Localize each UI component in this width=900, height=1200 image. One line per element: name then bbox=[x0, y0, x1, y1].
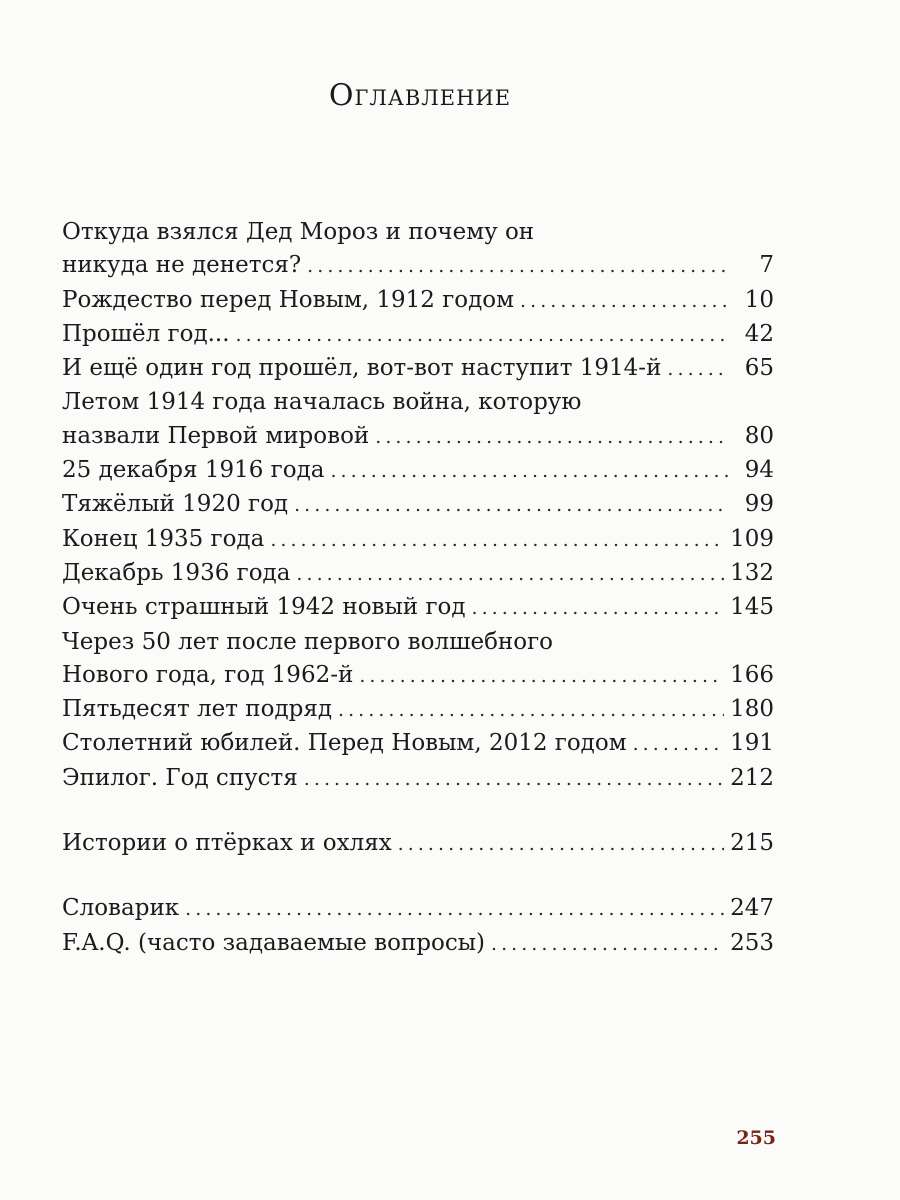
toc-entry-page: 212 bbox=[730, 764, 774, 791]
toc-entry bbox=[62, 557, 774, 591]
toc-entry-line bbox=[62, 420, 774, 454]
toc-entry-title: И ещё один год прошёл, вот-вот наступит 1914-й bbox=[62, 355, 662, 382]
dot-leader bbox=[236, 319, 728, 352]
dot-leader bbox=[359, 660, 724, 693]
toc-entry-title: Эпилог. Год спустя bbox=[62, 764, 298, 791]
toc-entry-title: Словарик bbox=[62, 895, 180, 922]
dot-leader bbox=[330, 455, 728, 488]
toc-entry-title: Нового года, год 1962-й bbox=[62, 661, 354, 688]
toc-entry-page: 109 bbox=[730, 525, 774, 552]
toc-entry bbox=[62, 352, 774, 386]
toc-entry-title: Столетний юбилей. Перед Новым, 2012 годом bbox=[62, 730, 627, 757]
toc-entry-page: 215 bbox=[730, 830, 774, 857]
toc-entry-page: 42 bbox=[744, 320, 774, 347]
toc-entry bbox=[62, 727, 774, 761]
dot-leader bbox=[270, 524, 724, 557]
toc-entry-line bbox=[62, 318, 774, 352]
toc-entry bbox=[62, 318, 774, 352]
toc-entry-title: Конец 1935 года bbox=[62, 525, 265, 552]
toc-entry-title-line: Откуда взялся Дед Мороз и почему он bbox=[62, 219, 535, 245]
toc-entry-title: Прошёл год... bbox=[62, 320, 230, 347]
toc-entry-title: 25 декабря 1916 года bbox=[62, 457, 325, 484]
toc-entry-page: 10 bbox=[744, 286, 774, 313]
toc-entry-line bbox=[62, 591, 774, 625]
toc-entry bbox=[62, 284, 774, 318]
toc-entry-title-line: Через 50 лет после первого волшебного bbox=[62, 628, 553, 655]
dot-leader bbox=[667, 353, 728, 386]
toc-entry-title-line: Летом 1914 года началась война, которую bbox=[62, 389, 582, 416]
toc-entry-page: 166 bbox=[730, 661, 774, 688]
toc-entry-title: назвали Первой мировой bbox=[62, 422, 370, 449]
dot-leader bbox=[294, 489, 728, 522]
toc-entry bbox=[62, 591, 774, 625]
toc-entry-title: Истории о птёрках и охлях bbox=[62, 830, 392, 857]
toc-entry bbox=[62, 488, 774, 522]
toc-entry-title: Пятьдесят лет подряд bbox=[62, 696, 333, 723]
dot-leader bbox=[398, 828, 724, 861]
toc-entry-page: 7 bbox=[759, 252, 774, 279]
toc-entry-line bbox=[62, 892, 774, 926]
toc-entry-page: 65 bbox=[744, 355, 774, 382]
dot-leader bbox=[338, 694, 724, 727]
toc-entry bbox=[62, 693, 774, 727]
toc-entry-line bbox=[62, 488, 774, 522]
toc-entry-line bbox=[62, 284, 774, 318]
toc-entry-line bbox=[62, 523, 774, 557]
dot-leader bbox=[185, 893, 724, 926]
dot-leader bbox=[375, 421, 728, 454]
page-title: Оглавление bbox=[328, 78, 512, 113]
dot-leader bbox=[304, 763, 724, 796]
toc-entry-page: 180 bbox=[730, 696, 774, 723]
dot-leader bbox=[491, 928, 724, 961]
toc-entry-line bbox=[62, 827, 774, 861]
toc-entry-title: Рождество перед Новым, 1912 годом bbox=[62, 286, 515, 313]
toc-entry-page: 132 bbox=[730, 559, 774, 586]
toc-entry-page: 191 bbox=[730, 730, 774, 757]
toc-entry bbox=[62, 626, 774, 694]
toc-entry bbox=[62, 454, 774, 488]
toc-entry bbox=[62, 386, 774, 454]
toc-entry-page: 99 bbox=[744, 491, 774, 518]
toc-entry bbox=[62, 762, 774, 796]
dot-leader bbox=[472, 592, 725, 625]
toc-entry bbox=[62, 892, 774, 926]
toc-entry-page: 94 bbox=[744, 457, 774, 484]
toc-entry-title: F.A.Q. (часто задаваемые вопросы) bbox=[62, 929, 485, 956]
dot-leader bbox=[633, 728, 725, 761]
toc-entry-title: Декабрь 1936 года bbox=[62, 559, 291, 586]
page-number: 255 bbox=[736, 1127, 776, 1149]
toc-entry-page: 253 bbox=[730, 929, 774, 956]
toc-entry-page: 80 bbox=[744, 422, 774, 449]
toc-entry-line bbox=[62, 557, 774, 591]
toc-entry-title: Тяжёлый 1920 год bbox=[62, 491, 289, 518]
toc-entry-line bbox=[62, 762, 774, 796]
toc-entry-line bbox=[62, 659, 774, 693]
toc-entry-page: 145 bbox=[730, 594, 774, 621]
toc-entry-title: никуда не денется? bbox=[62, 252, 302, 279]
toc-entry-line bbox=[62, 249, 774, 283]
toc-entry-title: Очень страшный 1942 новый год bbox=[62, 594, 466, 621]
dot-leader bbox=[296, 558, 724, 591]
toc-entry bbox=[62, 927, 774, 961]
table-of-contents bbox=[62, 216, 774, 961]
toc-entry bbox=[62, 827, 774, 861]
toc-entry-line bbox=[62, 454, 774, 488]
dot-leader bbox=[520, 285, 728, 318]
dot-leader bbox=[307, 250, 728, 283]
toc-entry-line bbox=[62, 693, 774, 727]
toc-entry bbox=[62, 216, 774, 284]
toc-entry-line bbox=[62, 727, 774, 761]
toc-entry-line bbox=[62, 927, 774, 961]
toc-entry-line bbox=[62, 352, 774, 386]
toc-entry-page: 247 bbox=[730, 895, 774, 922]
toc-entry bbox=[62, 523, 774, 557]
